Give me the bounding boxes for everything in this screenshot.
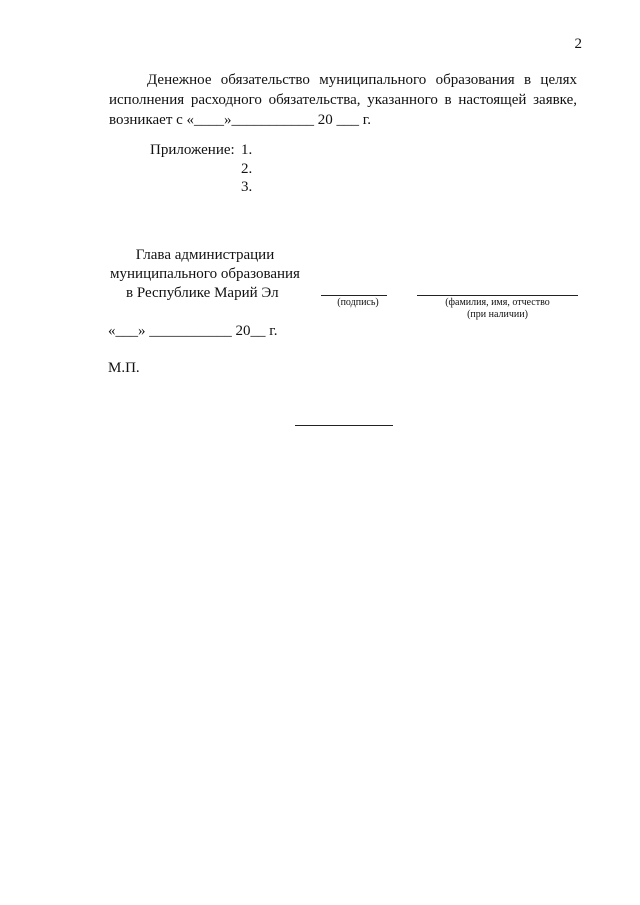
name-caption-line-2: (при наличии): [467, 309, 528, 320]
signatory-title: [100, 246, 310, 303]
name-line: [417, 295, 578, 296]
attachment-item-3: 3.: [241, 179, 253, 195]
paragraph-line-3: возникает с «____»___________ 20 ___ г.: [109, 112, 372, 128]
date-line: «___» ___________ 20__ г.: [108, 323, 278, 339]
name-caption: [417, 297, 578, 321]
signatory-line-3: в Республике Марий Эл: [126, 285, 279, 301]
signatory-line-2: муниципального образования: [110, 266, 300, 282]
attachment-item-1: 1.: [241, 142, 253, 158]
paragraph-line-2: исполнения расходного обязательства, указанного в настоящей заявке,: [109, 92, 577, 108]
obligation-paragraph: [109, 70, 577, 130]
paragraph-line-1: Денежное обязательство муниципального образования в целях: [147, 72, 577, 88]
page-number: 2: [574, 36, 582, 52]
stamp-place: М.П.: [108, 360, 140, 376]
end-separator-line: [295, 425, 393, 426]
signature-caption: (подпись): [337, 297, 379, 308]
name-caption-line-1: (фамилия, имя, отчество: [445, 297, 550, 308]
attachment-item-2: 2.: [241, 161, 253, 177]
attachments-label: Приложение:: [150, 142, 235, 158]
signature-line: [321, 295, 387, 296]
signatory-line-1: Глава администрации: [135, 247, 275, 263]
